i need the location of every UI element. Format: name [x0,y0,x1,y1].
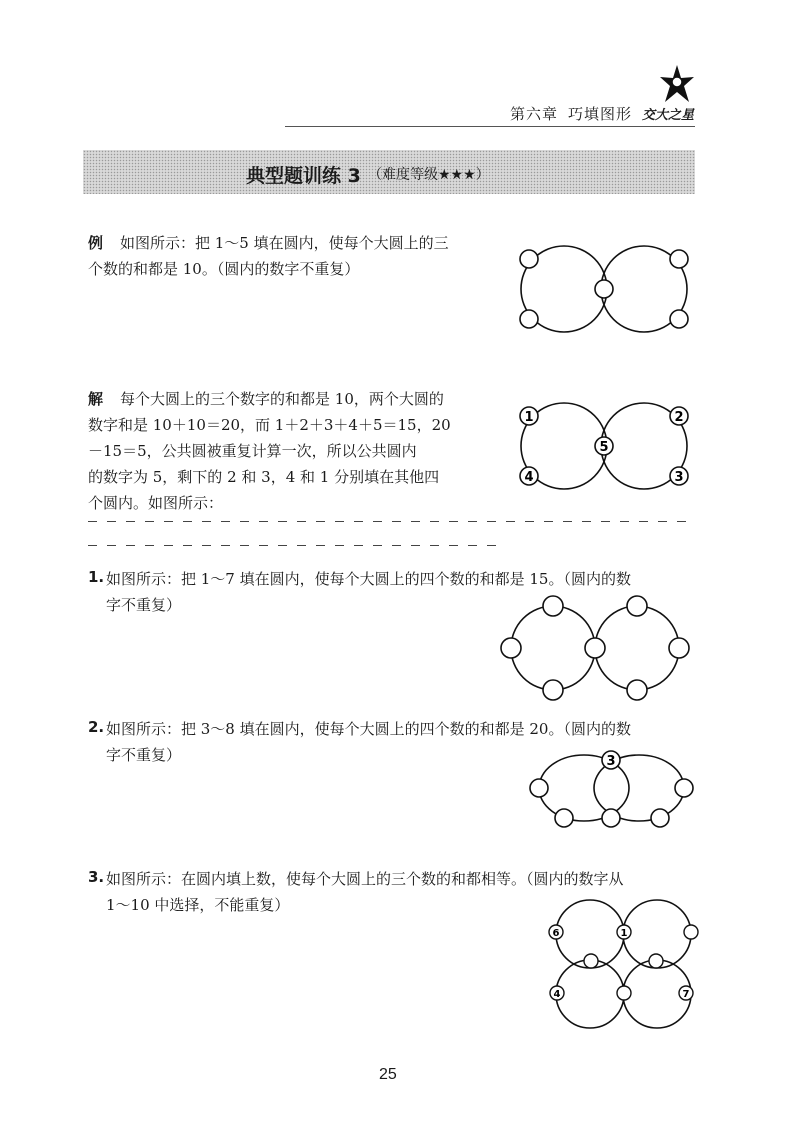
problem-2-line-2: 字不重复） [106,746,182,764]
solution-number-1: 1 [524,410,534,425]
example-text-line-2: 个数的和都是 10。（圆内的数字不重复） [88,260,360,278]
solution-number-4: 4 [524,470,534,485]
solution-number-3: 3 [674,470,684,485]
problem-3-line-2: 1～10 中选择，不能重复） [106,896,290,914]
problem-1-line-1: 如图所示：把 1～7 填在圆内，使每个大圆上的四个数的和都是 15。（圆内的数 [106,570,631,588]
problem-3-figure [540,896,705,1036]
example-text-line-1: 如图所示：把 1～5 填在圆内，使每个大圆上的三 [120,234,449,252]
brand-label: 交大之星 [642,108,695,123]
example-tag: 例 [88,234,104,252]
problem-3-number-1: 1 [620,928,628,939]
problem-3-number: 3. [88,868,105,886]
solution-line-4: 的数字为 5，剩下的 2 和 3，4 和 1 分别填在其他四 [88,468,440,486]
problem-2-figure [528,746,698,830]
section-label: 巧填图形 [568,105,633,123]
solution-figure [512,393,696,493]
header-rule [285,126,695,127]
problem-3-number-4: 4 [553,989,561,1000]
problem-3-number-6: 6 [552,928,560,939]
problem-2-line-1: 如图所示：把 3～8 填在圆内，使每个大圆上的四个数的和都是 20。（圆内的数 [106,720,631,738]
solution-tag: 解 [88,390,104,408]
problem-2-number: 2. [88,718,105,736]
example-figure [512,236,696,336]
solution-line-2: 数字和是 10＋10＝20，而 1＋2＋3＋4＋5＝15，20 [88,416,451,434]
banner-title: 典型题训练 3 [246,165,361,187]
star-logo-icon [659,64,695,104]
dashed-separator-1 [88,521,696,522]
dashed-separator-2 [88,545,502,546]
chapter-label: 第六章 [510,105,559,123]
solution-line-1: 每个大圆上的三个数字的和都是 10，两个大圆的 [120,390,444,408]
solution-line-3: －15＝5，公共圆被重复计算一次，所以公共圆内 [88,442,417,460]
page-number: 25 [379,1066,397,1083]
solution-number-5: 5 [599,440,609,455]
problem-3-line-1: 如图所示：在圆内填上数，使每个大圆上的三个数的和都相等。（圆内的数字从 [106,870,624,888]
problem-1-number: 1. [88,568,105,586]
solution-number-2: 2 [674,410,684,425]
problem-3-number-7: 7 [682,989,690,1000]
banner-difficulty: （难度等级★★★） [368,167,490,183]
problem-1-line-2: 字不重复） [106,596,182,614]
solution-line-5: 个圆内。如图所示： [88,494,224,512]
problem-2-number-3: 3 [606,754,616,769]
problem-1-figure [496,592,696,702]
